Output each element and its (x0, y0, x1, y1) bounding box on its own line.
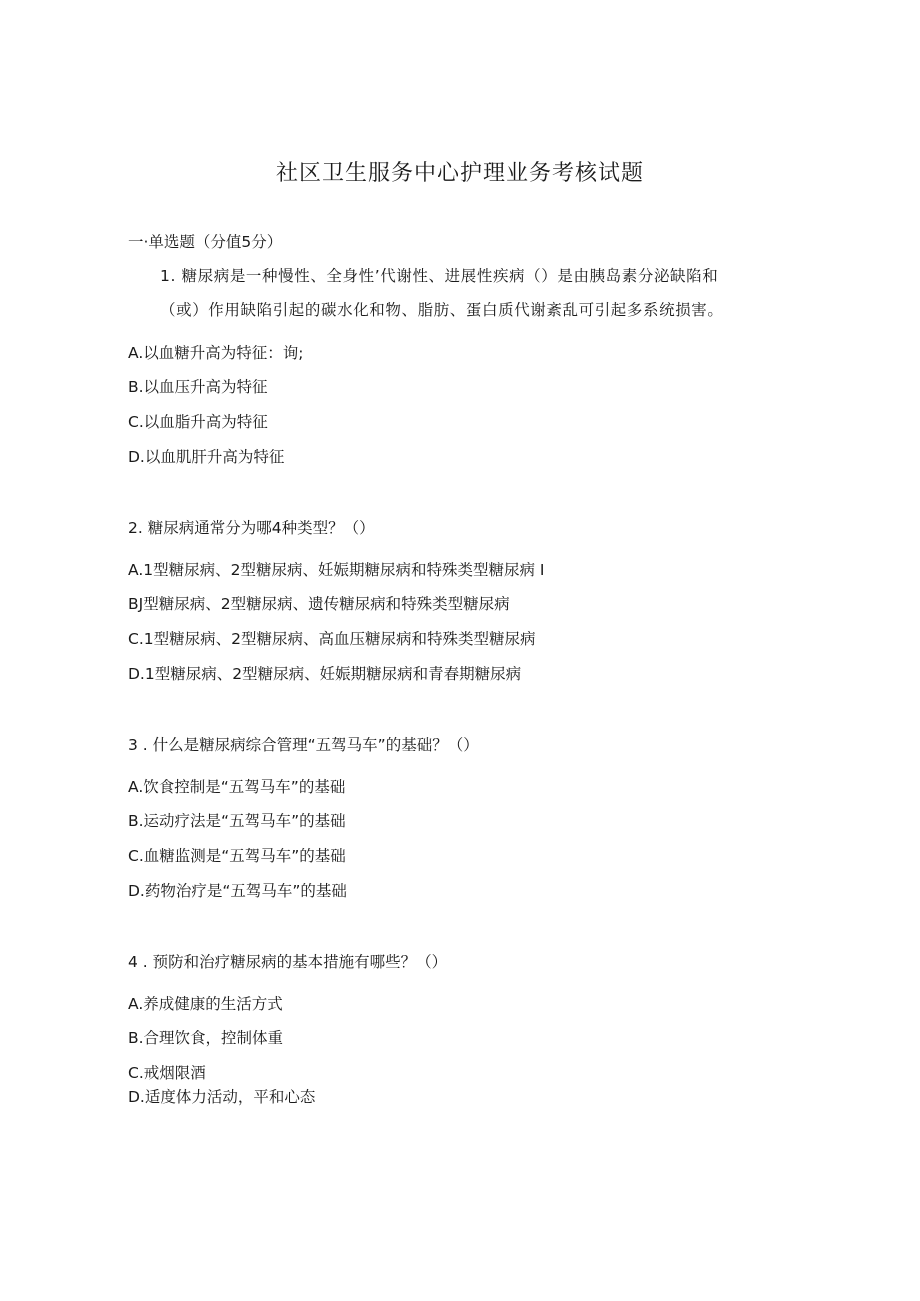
question-1-option-d: D.以血肌肝升高为特征 (128, 448, 285, 466)
question-2-option-a: A.1型糖尿病、2型糖尿病、妊娠期糖尿病和特殊类型糖尿病 I (128, 561, 545, 579)
question-3-option-b: B.运动疗法是“五驾马车”的基础 (128, 812, 346, 830)
question-4-option-a: A.养成健康的生活方式 (128, 995, 283, 1013)
question-4-option-d: D.适度体力活动，平和心态 (128, 1088, 316, 1106)
question-2-option-c: C.1型糖尿病、2型糖尿病、高血压糖尿病和特殊类型糖尿病 (128, 630, 536, 648)
question-2-stem: 2. 糖尿病通常分为哪4种类型？（） (128, 519, 375, 537)
question-3-option-a: A.饮食控制是“五驾马车”的基础 (128, 778, 346, 796)
question-1-option-a: A.以血糖升高为特征：询; (128, 344, 304, 362)
question-1-stem-line-2: （或）作用缺陷引起的碳水化和物、脂肪、蛋白质代谢紊乱可引起多系统损害。 (160, 301, 724, 319)
question-4-stem: 4 . 预防和治疗糖尿病的基本措施有哪些？（） (128, 953, 448, 971)
question-2-option-b: BJ型糖尿病、2型糖尿病、遗传糖尿病和特殊类型糖尿病 (128, 595, 510, 613)
section-heading: 一·单选题（分值5分） (128, 233, 283, 251)
question-1-option-b: B.以血压升高为特征 (128, 378, 268, 396)
question-3-option-d: D.药物治疗是“五驾马车”的基础 (128, 882, 347, 900)
question-2-option-d: D.1型糖尿病、2型糖尿病、妊娠期糖尿病和青春期糖尿病 (128, 665, 522, 683)
question-1-option-c: C.以血脂升高为特征 (128, 413, 268, 431)
question-4-option-b: B.合理饮食，控制体重 (128, 1029, 284, 1047)
exam-title: 社区卫生服务中心护理业务考核试题 (275, 161, 644, 186)
question-1-stem-line-1: 1. 糖尿病是一种慢性、全身性’代谢性、进展性疾病（）是由胰岛素分泌缺陷和 (160, 267, 719, 285)
question-4-option-c: C.戒烟限酒 (128, 1064, 206, 1082)
question-3-stem: 3 . 什么是糖尿病综合管理“五驾马车”的基础？（） (128, 736, 479, 754)
question-3-option-c: C.血糖监测是“五驾马车”的基础 (128, 847, 346, 865)
